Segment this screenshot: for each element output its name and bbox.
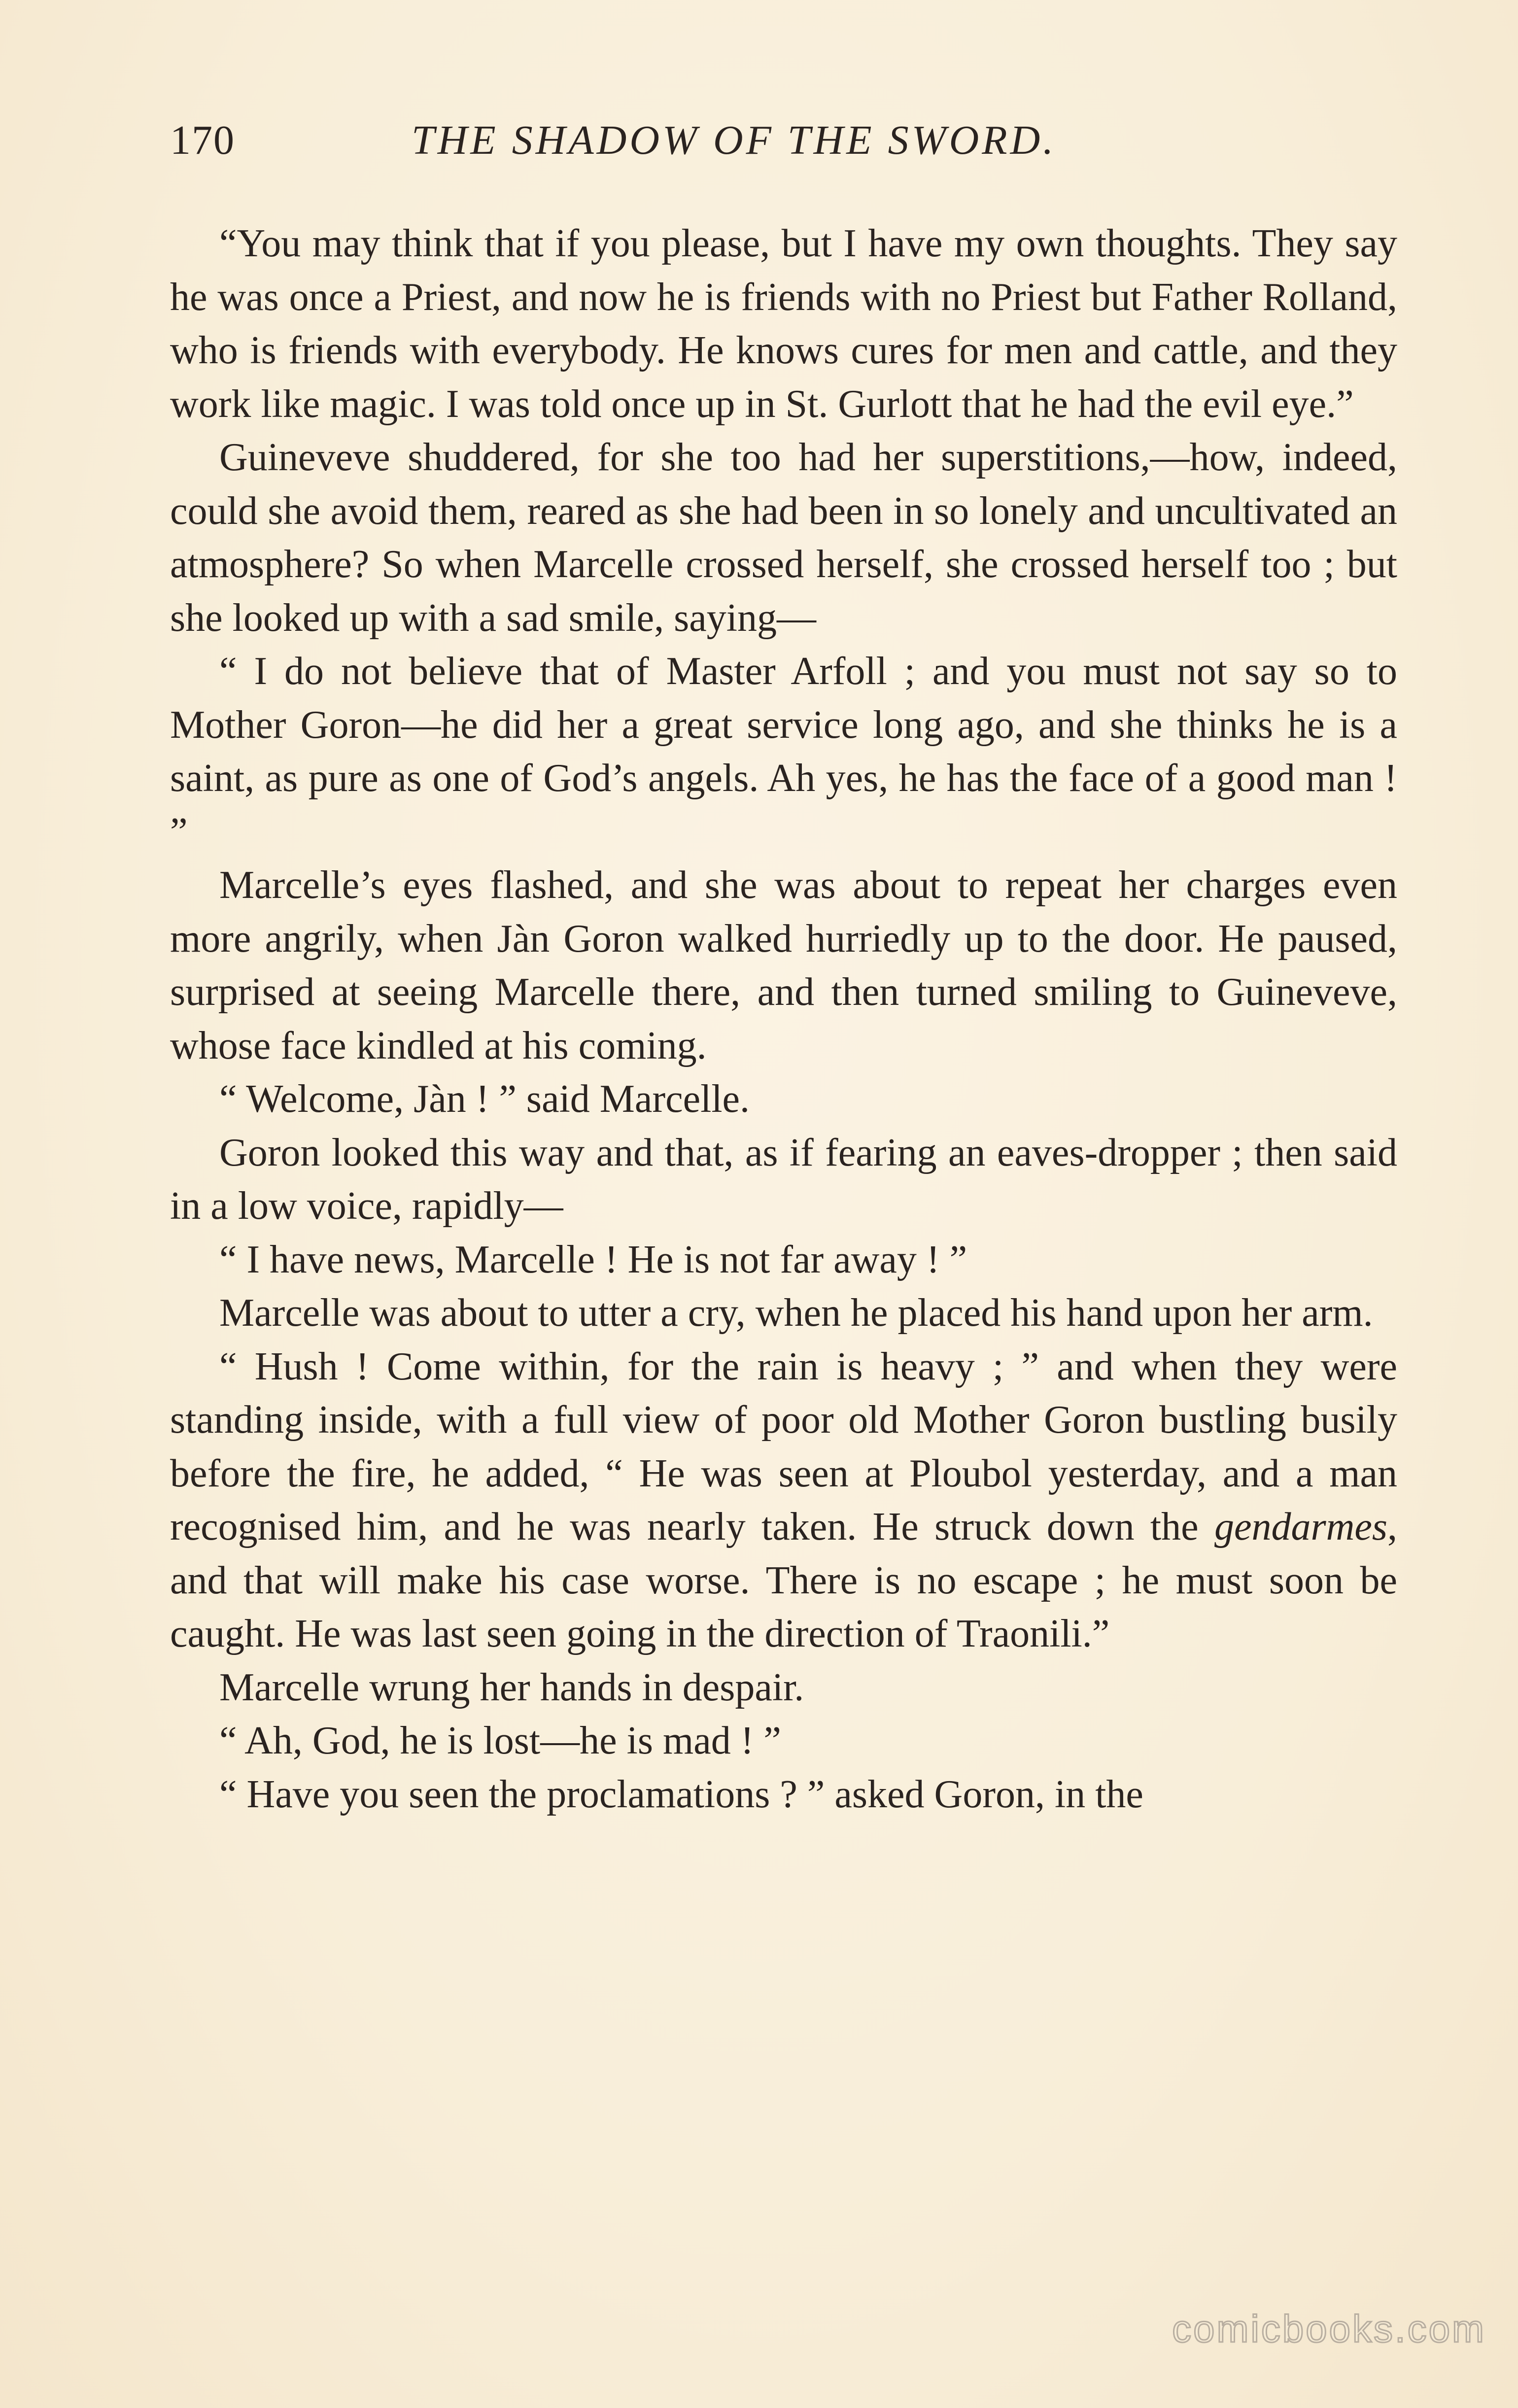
paragraph-text: “ Hush ! Come within, for the rain is heavy ; ” and when they were standing inside, with a full view of poor old Mother Goron bustling busily before the fire, he added, “ He was seen at Ploubol yesterday, and a man recognised him, and he was nearly taken. He struck down the: [170, 1344, 1397, 1548]
running-title: THE SHADOW OF THE SWORD.: [412, 117, 1057, 163]
paragraph: “ Have you seen the proclamations ? ” asked Goron, in the: [219, 1772, 1143, 1816]
paragraph: Marcelle was about to utter a cry, when he placed his hand upon her arm.: [219, 1291, 1373, 1335]
running-head: [170, 116, 1402, 171]
paragraph: “ I do not believe that of Master Arfoll ; and you must not say so to Mother Goron—he did her a great service long ago, and she thinks he is a saint, as pure as one of God’s angels. Ah yes, he has the face of a good man ! ”: [170, 650, 1397, 854]
paragraph: Marcelle’s eyes flashed, and she was about to repeat her charges even more angrily, when Jàn Goron walked hurriedly up to the door. He paused, surprised at seeing Marcelle there, and then turned smiling to Guineveve, whose face kindled at his coming.: [170, 863, 1397, 1067]
paragraph: “You may think that if you please, but I have my own thoughts. They say he was once a Priest, and now he is friends with no Priest but Father Rolland, who is friends with everybody. He knows cures for men and cattle, and they work like magic. I was told once up in St. Gurlott that he had the evil eye.”: [170, 222, 1397, 426]
body-text: [170, 217, 1397, 1821]
watermark: comicbooks.com: [1172, 2307, 1486, 2350]
paragraph: “ I have news, Marcelle ! He is not far away ! ”: [219, 1238, 967, 1281]
paragraph: [170, 1340, 1397, 1661]
page-number: 170: [170, 117, 235, 163]
paragraph: Marcelle wrung her hands in despair.: [219, 1665, 804, 1709]
paragraph: “ Welcome, Jàn ! ” said Marcelle.: [219, 1077, 750, 1121]
italic-word: gendarmes: [1214, 1505, 1387, 1548]
paragraph: Guineveve shuddered, for she too had her superstitions,—how, indeed, could she avoid them, reared as she had been in so lonely and uncultivated an atmosphere? So when Marcelle crossed herself, she crossed herself too ; but she looked up with a sad smile, saying—: [170, 436, 1397, 640]
paragraph-text: , and that will make his case worse. There is no escape ; he must soon be caught. He was last seen going in the direction of Traonili.”: [170, 1505, 1397, 1655]
paragraph: “ Ah, God, he is lost—he is mad ! ”: [219, 1719, 781, 1762]
paragraph: Goron looked this way and that, as if fearing an eaves-dropper ; then said in a low voice, rapidly—: [170, 1131, 1397, 1228]
